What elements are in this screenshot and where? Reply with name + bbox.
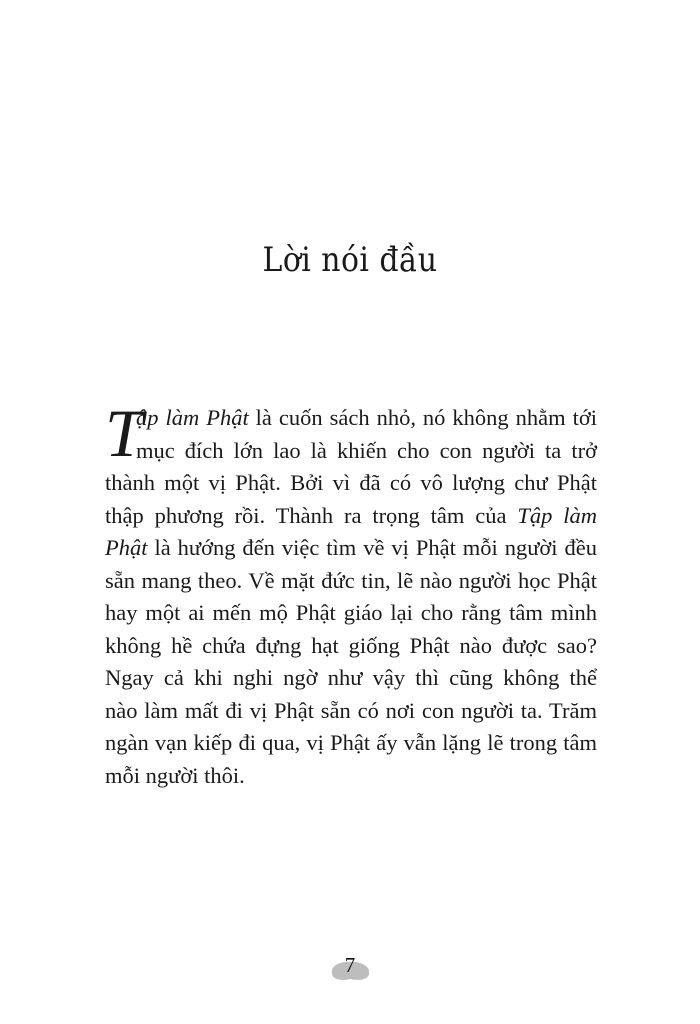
paragraph-line-8: [105, 630, 597, 663]
line-text: là cuốn sách nhỏ, nó không nhằm tới: [248, 405, 597, 430]
book-title-italic: Phật: [105, 535, 148, 560]
paragraph-line-10: [105, 695, 597, 728]
page-title: Lời nói đầu: [262, 240, 438, 280]
line-text: ngàn vạn kiếp đi qua, vị Phật ấy vẫn lặng lẽ trong tâm: [105, 730, 597, 755]
page-number-container: [328, 952, 372, 984]
body-paragraph: [105, 402, 597, 792]
line-text: mỗi người thôi.: [105, 762, 245, 788]
paragraph-line-7: [105, 597, 597, 630]
line-text: thập phương rồi. Thành ra trọng tâm của: [105, 502, 518, 528]
line-text: không hề chứa đựng hạt giống Phật nào được sao?: [105, 632, 597, 658]
paragraph-line-6: [105, 565, 597, 598]
paragraph-line-11: [105, 727, 597, 760]
paragraph-line-5: [105, 532, 597, 565]
paragraph-line-1: [105, 402, 597, 435]
book-title-italic: Tập làm: [517, 502, 598, 528]
line-text: sẵn mang theo. Về mặt đức tin, lẽ nào người học Phật: [105, 567, 597, 593]
line-text: nào làm mất đi vị Phật sẵn có nơi con người ta. Trăm: [105, 697, 597, 723]
paragraph-line-2: [105, 435, 597, 468]
page-number: 7: [344, 953, 356, 977]
paragraph-line-9: [105, 662, 597, 695]
drop-cap: T: [105, 395, 143, 471]
paragraph-line-12: [105, 760, 597, 793]
paragraph-line-4: [105, 500, 597, 533]
line-text: hay một ai mến mộ Phật giáo lại cho rằng tâm mình: [105, 600, 597, 625]
book-title-italic: ập làm Phật: [136, 405, 249, 430]
line-text: mục đích lớn lao là khiến cho con người ta trở: [136, 437, 597, 463]
line-text: là hướng đến việc tìm về vị Phật mỗi người đều: [147, 535, 597, 560]
paragraph-line-3: [105, 467, 597, 500]
line-text: Ngay cả khi nghi ngờ như vậy thì cũng không thể: [105, 665, 597, 690]
line-text: thành một vị Phật. Bởi vì đã có vô lượng chư Phật: [105, 470, 597, 495]
